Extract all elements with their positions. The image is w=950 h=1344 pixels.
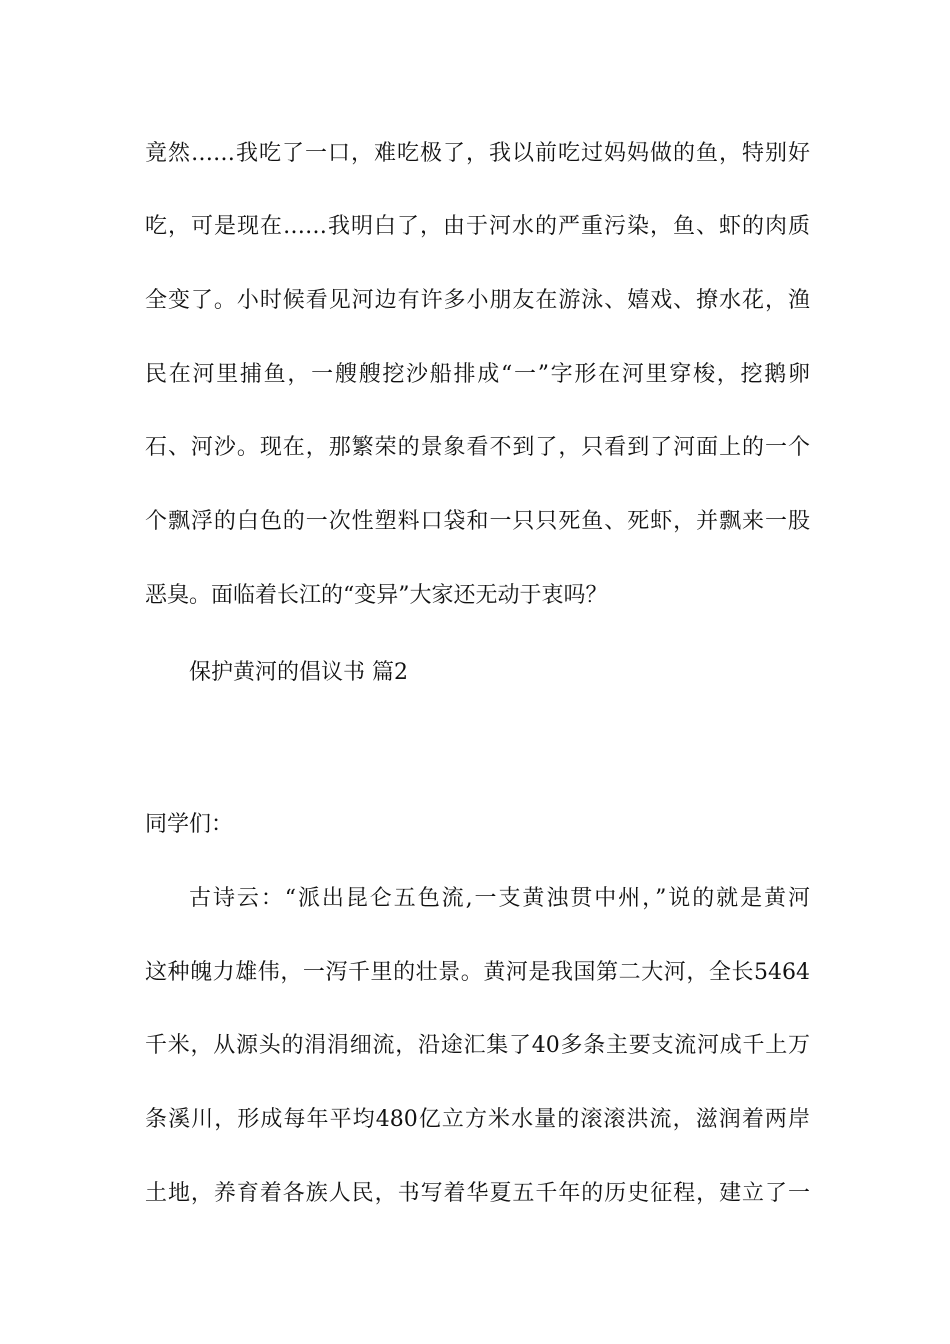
paragraph-line: 这种魄力雄伟，一泻千里的壮景。黄河是我国第二大河，全长5464 [145,960,810,985]
paragraph-line: 吃，可是现在……我明白了，由于河水的严重污染，鱼、虾的肉质 [145,214,810,239]
paragraph-line: 古诗云：“派出昆仑五色流,一支黄浊贯中州，”说的就是黄河 [189,886,810,911]
paragraph-line: 民在河里捕鱼，一艘艘挖沙船排成“一”字形在河里穿梭，挖鹅卵 [145,362,810,387]
paragraph-line: 恶臭。面临着长江的“变异”大家还无动于衷吗？ [145,583,608,608]
salutation: 同学们： [145,812,234,837]
paragraph-line: 全变了。小时候看见河边有许多小朋友在游泳、嬉戏、撩水花，渔 [145,288,810,313]
paragraph-line: 石、河沙。现在，那繁荣的景象看不到了，只看到了河面上的一个 [145,435,810,460]
paragraph-line: 个飘浮的白色的一次性塑料口袋和一只只死鱼、死虾，并飘来一股 [145,509,810,534]
paragraph-line: 竟然……我吃了一口，难吃极了，我以前吃过妈妈做的鱼，特别好 [145,141,810,166]
paragraph-line: 千米，从源头的涓涓细流，沿途汇集了40多条主要支流河成千上万 [145,1033,810,1058]
section-heading: 保护黄河的倡议书 篇2 [189,660,408,685]
paragraph-line: 条溪川，形成每年平均480亿立方米水量的滚滚洪流，滋润着两岸 [145,1107,810,1132]
paragraph-line: 土地，养育着各族人民，书写着华夏五千年的历史征程，建立了一 [145,1181,810,1206]
